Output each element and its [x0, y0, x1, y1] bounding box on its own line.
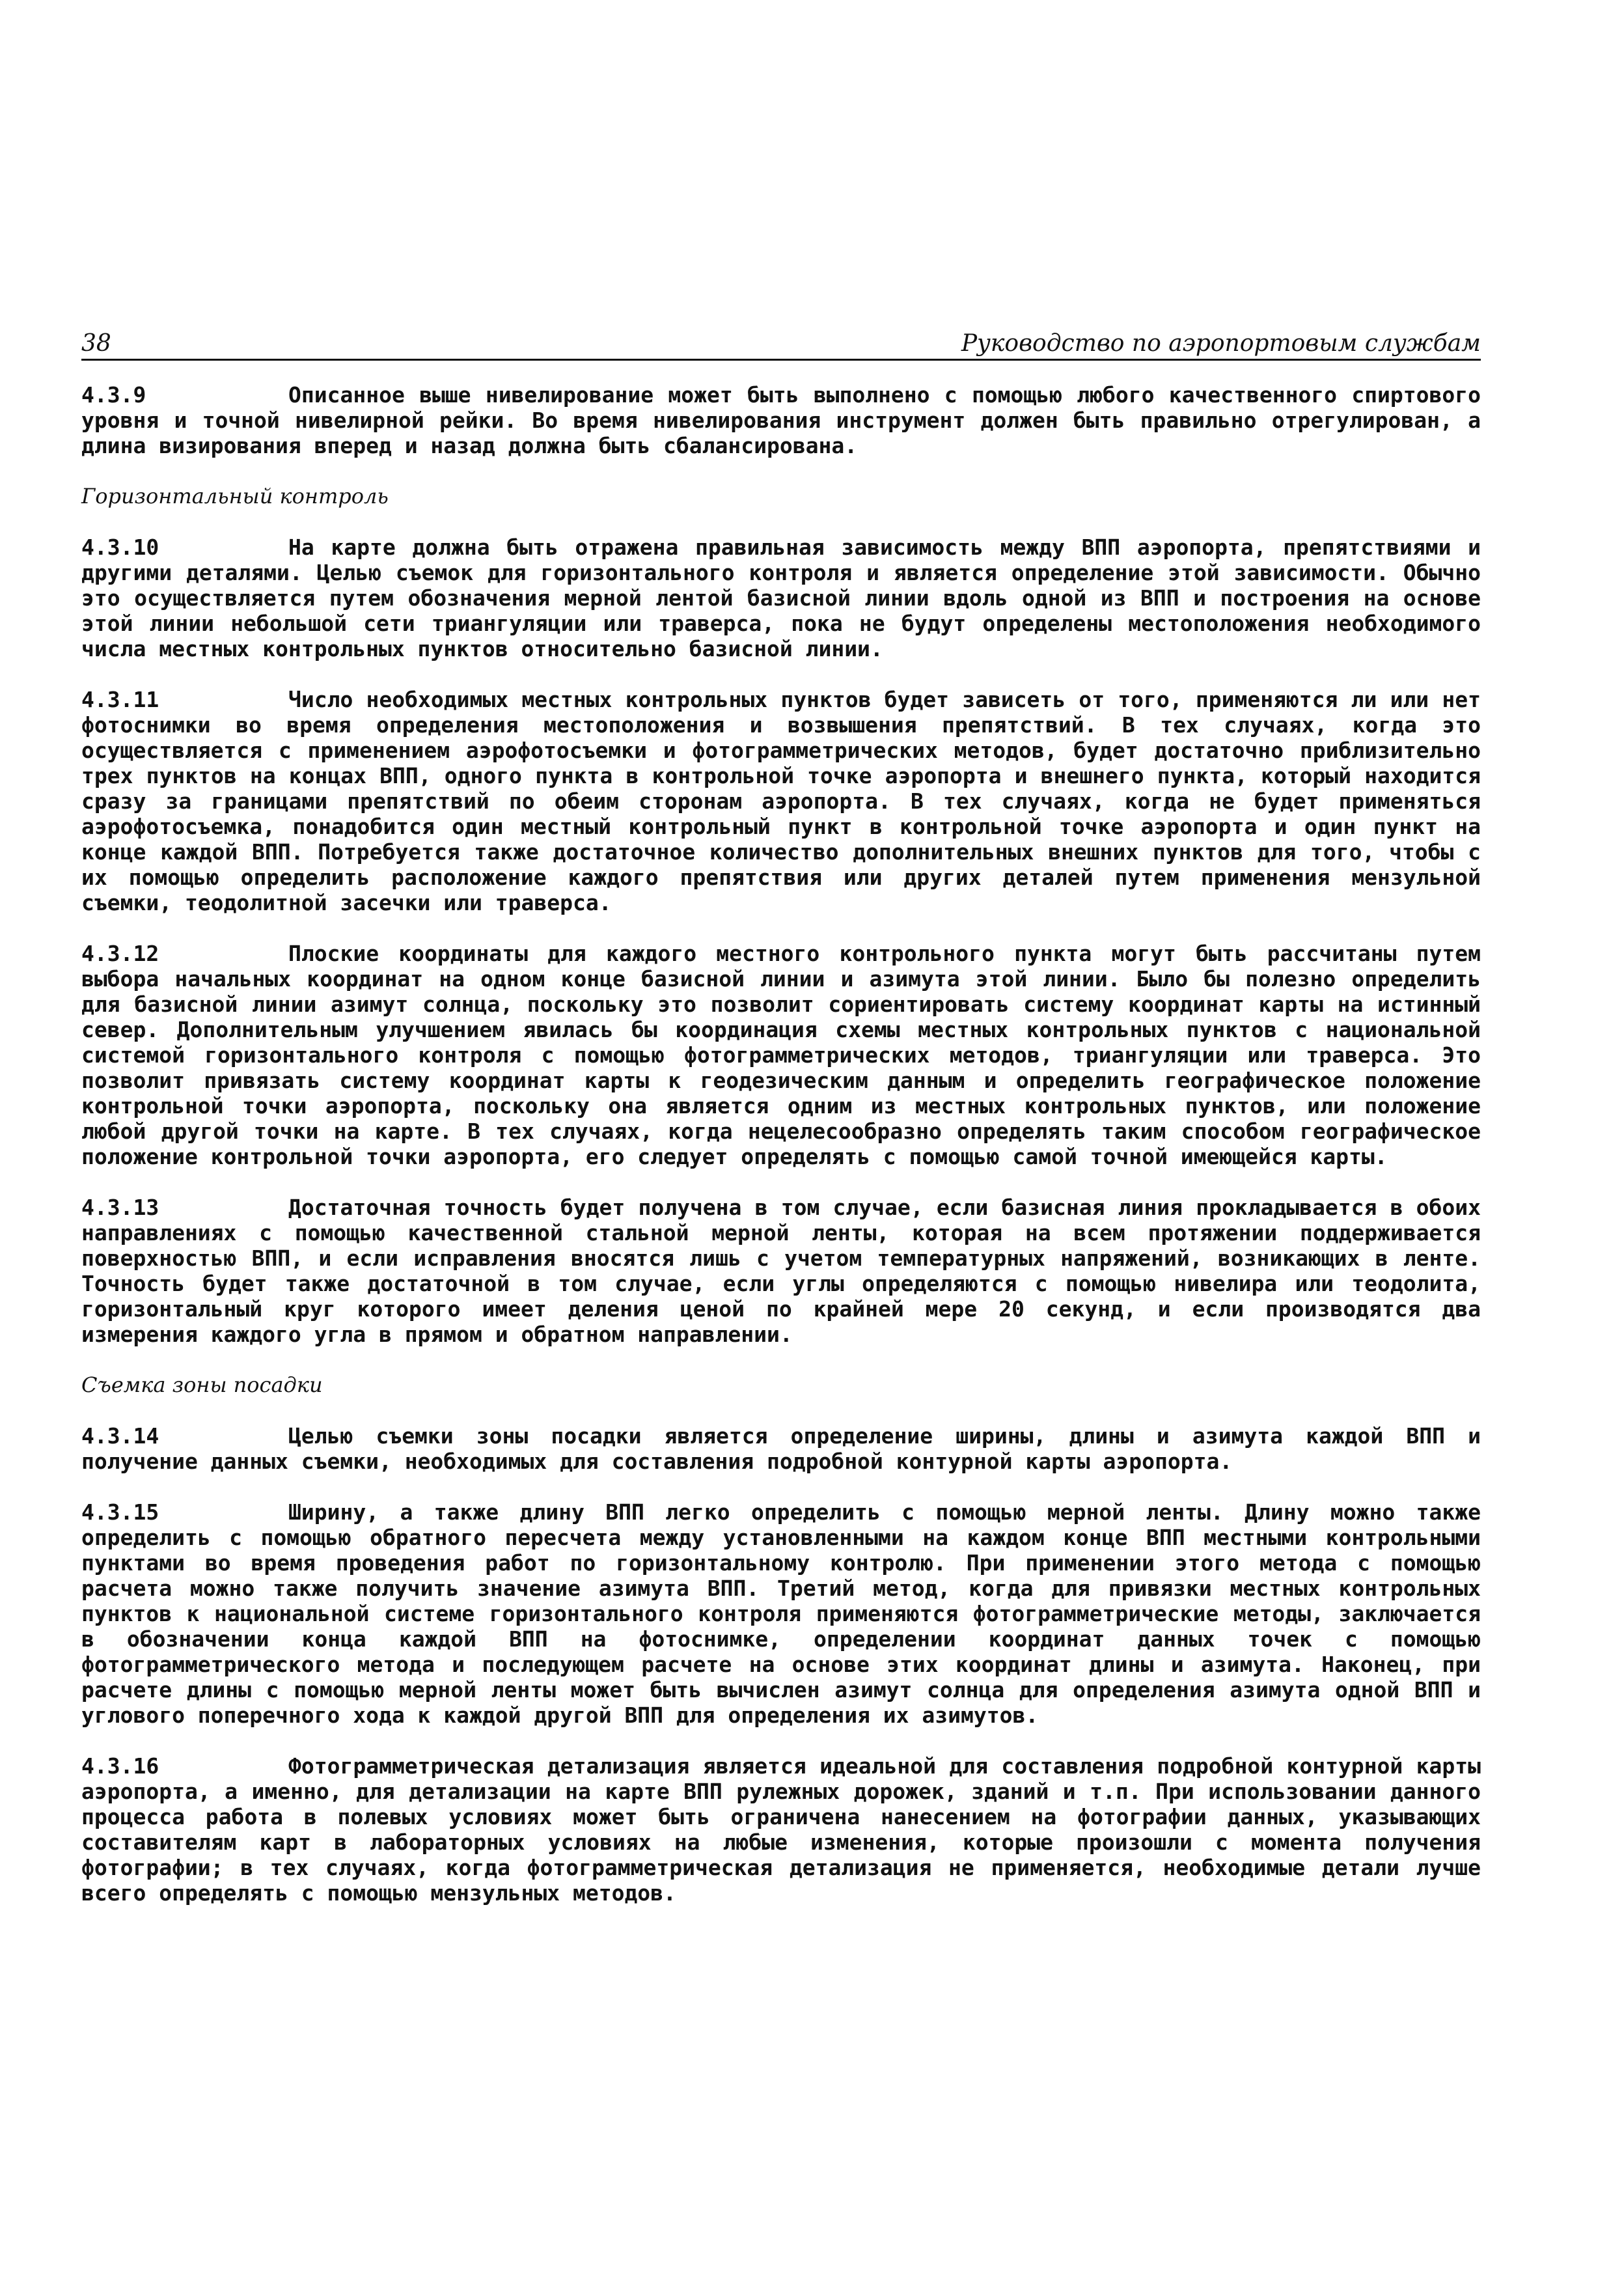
paragraph-4-3-13 [81, 1195, 1481, 1347]
paragraph-text: Достаточная точность будет получена в том случае, если базисная линия прокладывается в обоих направлениях с помощью качественной стальной мерной ленты, которая на всем протяжении поддерживается поверхностью ВПП, и если исправления вносятся лишь с учетом температурных напряжений, возникающих в ленте. Точность будет также достаточной в том случае, если углы определяются с помощью нивелира или теодолита, горизонтальный круг которого имеет деления ценой по крайней мере 20 секунд, и если производятся два измерения каждого угла в прямом и обратном направлении. [81, 1195, 1481, 1347]
section-heading-horizontal-control: Горизонтальный контроль [81, 484, 389, 508]
paragraph-4-3-14 [81, 1423, 1481, 1474]
running-title: Руководство по аэропортовым службам [961, 330, 1481, 357]
paragraph-text: Фотограмметрическая детализация является идеальной для составления подробной контурной карты аэропорта, а именно, для детализации на карте ВПП рулежных дорожек, зданий и т.п. При использовании данного процесса работа в полевых условиях может быть ограничена нанесением на фотографии данных, указывающих составителям карт в лабораторных условиях на любые изменения, которые произошли с момента получения фотографии; в тех случаях, когда фотограмметрическая детализация не применяется, необходимые детали лучше всего определять с помощью мензульных методов. [81, 1753, 1481, 1906]
page-number: 38 [81, 330, 111, 357]
paragraph-number: 4.3.11 [81, 687, 159, 712]
section-heading-landing-zone-survey: Съемка зоны посадки [81, 1372, 323, 1397]
paragraph-4-3-10 [81, 535, 1481, 661]
paragraph-number: 4.3.10 [81, 535, 159, 560]
page-content [81, 382, 1481, 1906]
paragraph-text: Целью съемки зоны посадки является определение ширины, длины и азимута каждой ВПП и получение данных съемки, необходимых для составления подробной контурной карты аэропорта. [81, 1423, 1481, 1474]
paragraph-text: Описанное выше нивелирование может быть выполнено с помощью любого качественного спиртового уровня и точной нивелирной рейки. Во время нивелирования инструмент должен быть правильно отрегулирован, а длина визирования вперед и назад должна быть сбалансирована. [81, 382, 1481, 458]
running-head [81, 329, 1481, 361]
paragraph-text: Число необходимых местных контрольных пунктов будет зависеть от того, применяются ли или нет фотоснимки во время определения местоположения и возвышения препятствий. В тех случаях, когда это осуществляется с применением аэрофотосъемки и фотограмметрических методов, будет достаточно приблизительно трех пунктов на концах ВПП, одного пункта в контрольной точке аэропорта и внешнего пункта, который находится сразу за границами препятствий по обеим сторонам аэропорта. В тех случаях, когда не будет применяться аэрофотосъемка, понадобится один местный контрольный пункт в контрольной точке аэропорта и один пункт на конце каждой ВПП. Потребуется также достаточное количество дополнительных внешних пунктов для того, чтобы с их помощью определить расположение каждого препятствия или других деталей путем применения мензульной съемки, теодолитной засечки или траверса. [81, 687, 1481, 915]
paragraph-text: Ширину, а также длину ВПП легко определить с помощью мерной ленты. Длину можно также определить с помощью обратного пересчета между установленными на каждом конце ВПП местными контрольными пунктами во время проведения работ по горизонтальному контролю. При применении этого метода с помощью расчета можно также получить значение азимута ВПП. Третий метод, когда для привязки местных контрольных пунктов к национальной системе горизонтального контроля применяются фотограмметрические методы, заключается в обозначении конца каждой ВПП на фотоснимке, определении координат данных точек с помощью фотограмметрического метода и последующем расчете на основе этих координат длины и азимута. Наконец, при расчете длины с помощью мерной ленты может быть вычислен азимут солнца для определения азимута одной ВПП и углового поперечного хода к каждой другой ВПП для определения их азимутов. [81, 1499, 1481, 1728]
paragraph-number: 4.3.16 [81, 1753, 159, 1779]
paragraph-4-3-12 [81, 941, 1481, 1169]
paragraph-number: 4.3.13 [81, 1195, 159, 1220]
paragraph-text: На карте должна быть отражена правильная зависимость между ВПП аэропорта, препятствиями и другими деталями. Целью съемок для горизонтального контроля и является определение этой зависимости. Обычно это осуществляется путем обозначения мерной лентой базисной линии вдоль одной из ВПП и построения на основе этой линии небольшой сети триангуляции или траверса, пока не будут определены местоположения необходимого числа местных контрольных пунктов относительно базисной линии. [81, 535, 1481, 661]
paragraph-text: Плоские координаты для каждого местного контрольного пункта могут быть рассчитаны путем выбора начальных координат на одном конце базисной линии и азимута этой линии. Было бы полезно определить для базисной линии азимут солнца, поскольку это позволит сориентировать систему координат карты на истинный север. Дополнительным улучшением явилась бы координация схемы местных контрольных пунктов с национальной системой горизонтального контроля с помощью фотограмметрических методов, триангуляции или траверса. Это позволит привязать систему координат карты к геодезическим данным и определить географическое положение контрольной точки аэропорта, поскольку она является одним из местных контрольных пунктов, или положение любой другой точки на карте. В тех случаях, когда нецелесообразно определять таким способом географическое положение контрольной точки аэропорта, его следует определять с помощью самой точной имеющейся карты. [81, 941, 1481, 1169]
paragraph-number: 4.3.14 [81, 1423, 159, 1449]
paragraph-number: 4.3.15 [81, 1499, 159, 1525]
paragraph-4-3-9 [81, 382, 1481, 458]
document-page [81, 329, 1481, 1931]
paragraph-4-3-11 [81, 687, 1481, 915]
paragraph-4-3-15 [81, 1499, 1481, 1728]
paragraph-4-3-16 [81, 1753, 1481, 1906]
paragraph-number: 4.3.12 [81, 941, 159, 966]
paragraph-number: 4.3.9 [81, 382, 146, 408]
